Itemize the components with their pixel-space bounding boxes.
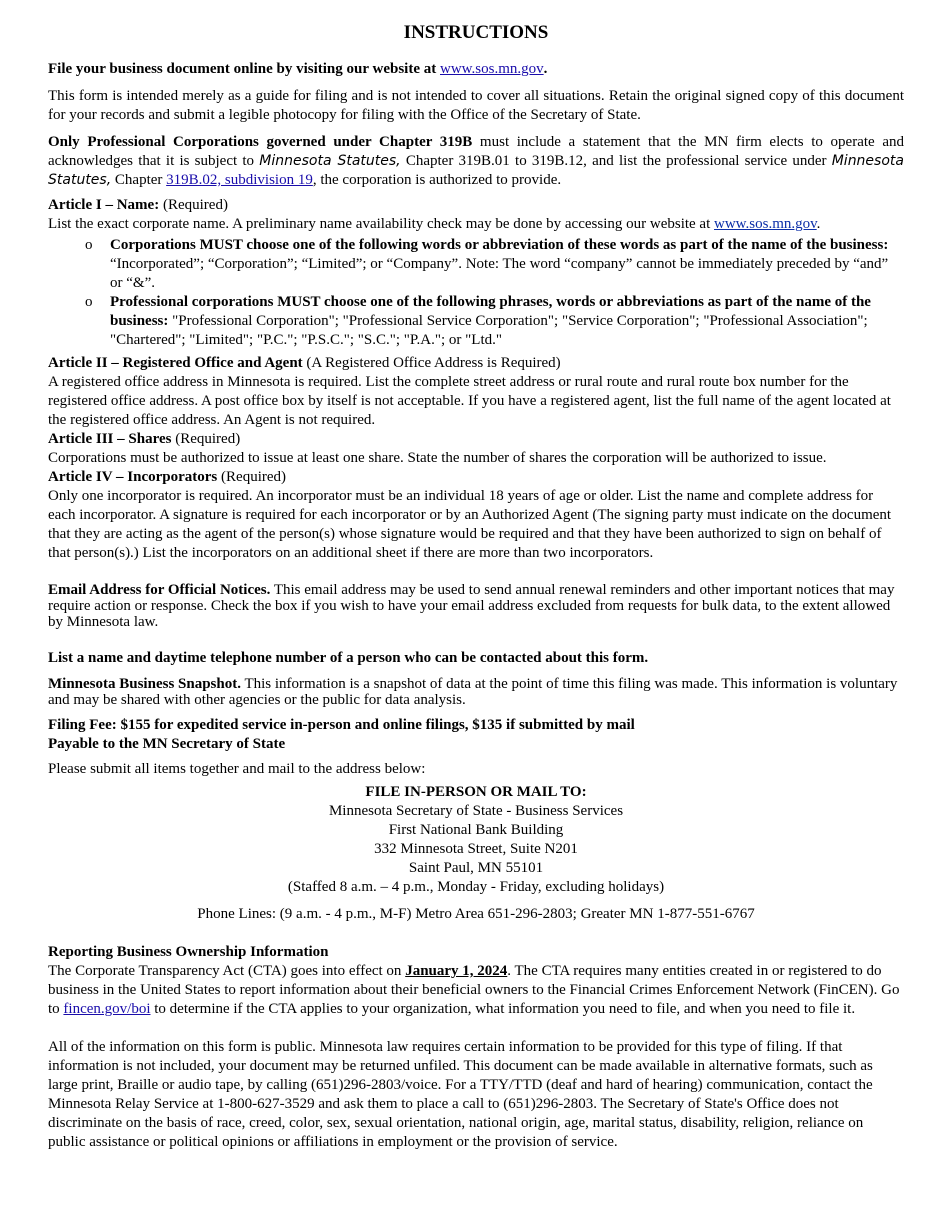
ownership-text-2: . The CTA requires many entities created in or registered to do business in the United States to report information about their beneficial owners to the Financial Crimes Enforcement Network (FinCEN). Go to <box>48 963 900 1017</box>
professional-text-1: must include a statement that the MN firm elects to operate and acknowledges that it is subject to <box>48 134 904 169</box>
fincen-boi-link[interactable]: fincen.gov/boi <box>63 1001 151 1017</box>
cta-effective-date: January 1, 2024 <box>405 963 508 979</box>
article-1-required: (Required) <box>159 197 228 213</box>
ownership-heading-text: Reporting Business Ownership Information <box>48 944 329 960</box>
article-1-title: Article I – Name: <box>48 197 160 213</box>
filing-fee-section <box>48 716 904 754</box>
email-paragraph <box>48 582 904 630</box>
email-bold: Email Address for Official Notices. <box>48 582 271 598</box>
list-item <box>85 236 904 293</box>
ownership-text-3: to determine if the CTA applies to your organization, what information you need to file, and when you need to file it. <box>150 1001 856 1017</box>
online-filing-line <box>48 60 904 79</box>
bullet-2-bold: Professional corporations MUST choose one of the following phrases, words or abbreviations as part of the name of the business: <box>110 294 871 329</box>
contact-line <box>48 649 904 668</box>
payable-text: Payable to the MN Secretary of State <box>48 736 286 752</box>
professional-text-4: , the corporation is authorized to provide. <box>312 172 562 188</box>
address-line-2: First National Bank Building <box>388 822 564 838</box>
subdivision-19-link[interactable]: 319B.02, subdivision 19 <box>166 172 313 188</box>
snapshot-bold: Minnesota Business Snapshot. <box>48 676 241 692</box>
ownership-heading <box>48 943 904 962</box>
article-4-required: (Required) <box>217 469 287 485</box>
snapshot-paragraph <box>48 676 904 708</box>
article-4-heading <box>48 468 904 487</box>
email-text: This email address may be used to send annual renewal reminders and other important notices that may require action or response. Check the box if you wish to have your email address excluded from requests for bulk data, to the extent allowed by Minnesota law. <box>48 582 895 630</box>
article-2-required: (A Registered Office Address is Required) <box>302 355 561 371</box>
ownership-text-1: The Corporate Transparency Act (CTA) goes into effect on <box>48 963 406 979</box>
article-3-text: Corporations must be authorized to issue at least one share. State the number of shares the corporation will be authorized to issue. <box>48 450 827 466</box>
bullet-1-bold: Corporations MUST choose one of the following words or abbreviation of these words as part of the name of the business: <box>110 237 889 253</box>
statutes-ref-2: Minnesota Statutes, <box>48 153 904 188</box>
bullet-1-text: “Incorporated”; “Corporation”; “Limited”; or “Company”. Note: The word “company” cannot be immediately preceded by “and” or “&”. <box>110 256 889 291</box>
snapshot-text: This information is a snapshot of data at the point of time this filing was made. This information is voluntary and may be shared with other agencies or the public for data analysis. <box>48 676 898 708</box>
article-4-section <box>48 468 904 563</box>
sos-website-link[interactable]: www.sos.mn.gov <box>440 61 544 77</box>
ownership-text <box>48 962 904 1019</box>
instructions-page <box>48 22 904 1152</box>
payable-line <box>48 735 904 754</box>
filing-fee-line <box>48 716 904 735</box>
article-2-text: A registered office address in Minnesota is required. List the complete street address or rural route and rural route box number for the registered office address. A post office box by itself is not acceptable. If you have a registered agent, list the full name of the agent located at the registered office address. An Agent is not required. <box>48 374 891 428</box>
page-title: INSTRUCTIONS <box>403 22 549 43</box>
professional-bold: Only Professional Corporations governed under Chapter 319B <box>48 134 473 150</box>
article-3-required: (Required) <box>171 431 241 447</box>
submit-instruction: Please submit all items together and mail to the address below: <box>48 761 426 777</box>
address-line-3: 332 Minnesota Street, Suite N201 <box>374 841 578 857</box>
article-1-text <box>48 215 904 234</box>
address-line-1: Minnesota Secretary of State - Business Services <box>328 803 624 819</box>
contact-text: List a name and daytime telephone number of a person who can be contacted about this form. <box>48 650 649 666</box>
list-item <box>85 293 904 350</box>
professional-text-2: Chapter 319B.01 to 319B.12, and list the professional service under <box>400 153 832 169</box>
article-4-title: Article IV – Incorporators <box>48 469 218 485</box>
article-3-title: Article III – Shares <box>48 431 172 447</box>
article-3-section <box>48 430 904 468</box>
phone-lines: Phone Lines: (9 a.m. - 4 p.m., M-F) Metro Area 651-296-2803; Greater MN 1-877-551-6767 <box>197 906 755 922</box>
ownership-section <box>48 943 904 1019</box>
article-1-section <box>48 196 904 350</box>
article-3-heading <box>48 430 904 449</box>
article-4-text: Only one incorporator is required. An incorporator must be an individual 18 years of age or older. List the name and complete address for each incorporator. A signature is required for each incorporator or by an Authorized Agent (The signing party must indicate on the document that they are acting as the agent of the person(s) whose signature would be required and that they have been authorized to sign on behalf of that person(s).) List the incorporators on an additional sheet if there are more than two incorporators. <box>48 488 892 561</box>
bullet-marker: o <box>85 237 93 253</box>
sos-website-link-2[interactable]: www.sos.mn.gov <box>714 216 817 232</box>
mailing-address-block <box>48 783 904 897</box>
bullet-2-text: "Professional Corporation"; "Professional Service Corporation"; "Service Corporation"; "Professional Association"; "Chartered"; "Limited"; "P.C."; "P.S.C."; "S.C."; "P.A."; or "Ltd." <box>110 313 868 348</box>
article-2-heading <box>48 354 904 373</box>
bullet-marker: o <box>85 294 93 310</box>
address-line-4: Saint Paul, MN 55101 <box>408 860 544 876</box>
online-filing-suffix: . <box>543 61 548 77</box>
address-heading <box>48 783 904 802</box>
article-2-section <box>48 354 904 430</box>
filing-fee-text: Filing Fee: $155 for expedited service in-person and online filings, $135 if submitted by mail <box>48 717 635 733</box>
article-1-heading <box>48 196 904 215</box>
office-hours: (Staffed 8 a.m. – 4 p.m., Monday - Friday, excluding holidays) <box>287 879 665 895</box>
intro-paragraph: This form is intended merely as a guide for filing and is not intended to cover all situations. Retain the original signed copy of this document for your records and submit a legible photocopy for filing with the Office of the Secretary of State. <box>48 88 904 123</box>
article-2-title: Article II – Registered Office and Agent <box>48 355 303 371</box>
professional-paragraph <box>48 133 904 190</box>
professional-text-3: Chapter <box>111 172 167 188</box>
statutes-ref-1: Minnesota Statutes, <box>259 153 401 169</box>
article-1-body: List the exact corporate name. A preliminary name availability check may be done by accessing our website at <box>48 216 715 232</box>
online-filing-text: File your business document online by visiting our website at <box>48 61 440 77</box>
name-requirements-list <box>48 236 904 350</box>
article-1-suffix: . <box>816 216 821 232</box>
address-heading-text: FILE IN-PERSON OR MAIL TO: <box>365 784 587 800</box>
public-info-paragraph: All of the information on this form is public. Minnesota law requires certain information to be provided for this type of filing. If that information is not included, your document may be returned unfiled. This document can be made available in alternative formats, such as large print, Braille or audio tape, by calling (651)296-2803/voice. For a TTY/TTD (deaf and hard of hearing) communication, contact the Minnesota Relay Service at 1-800-627-3529 and ask them to place a call to (651)296-2803. The Secretary of State's Office does not discriminate on the basis of race, creed, color, sex, sexual orientation, national origin, age, marital status, disability, religion, reliance on public assistance or political opinions or affiliations in employment or the provision of service. <box>48 1039 873 1150</box>
